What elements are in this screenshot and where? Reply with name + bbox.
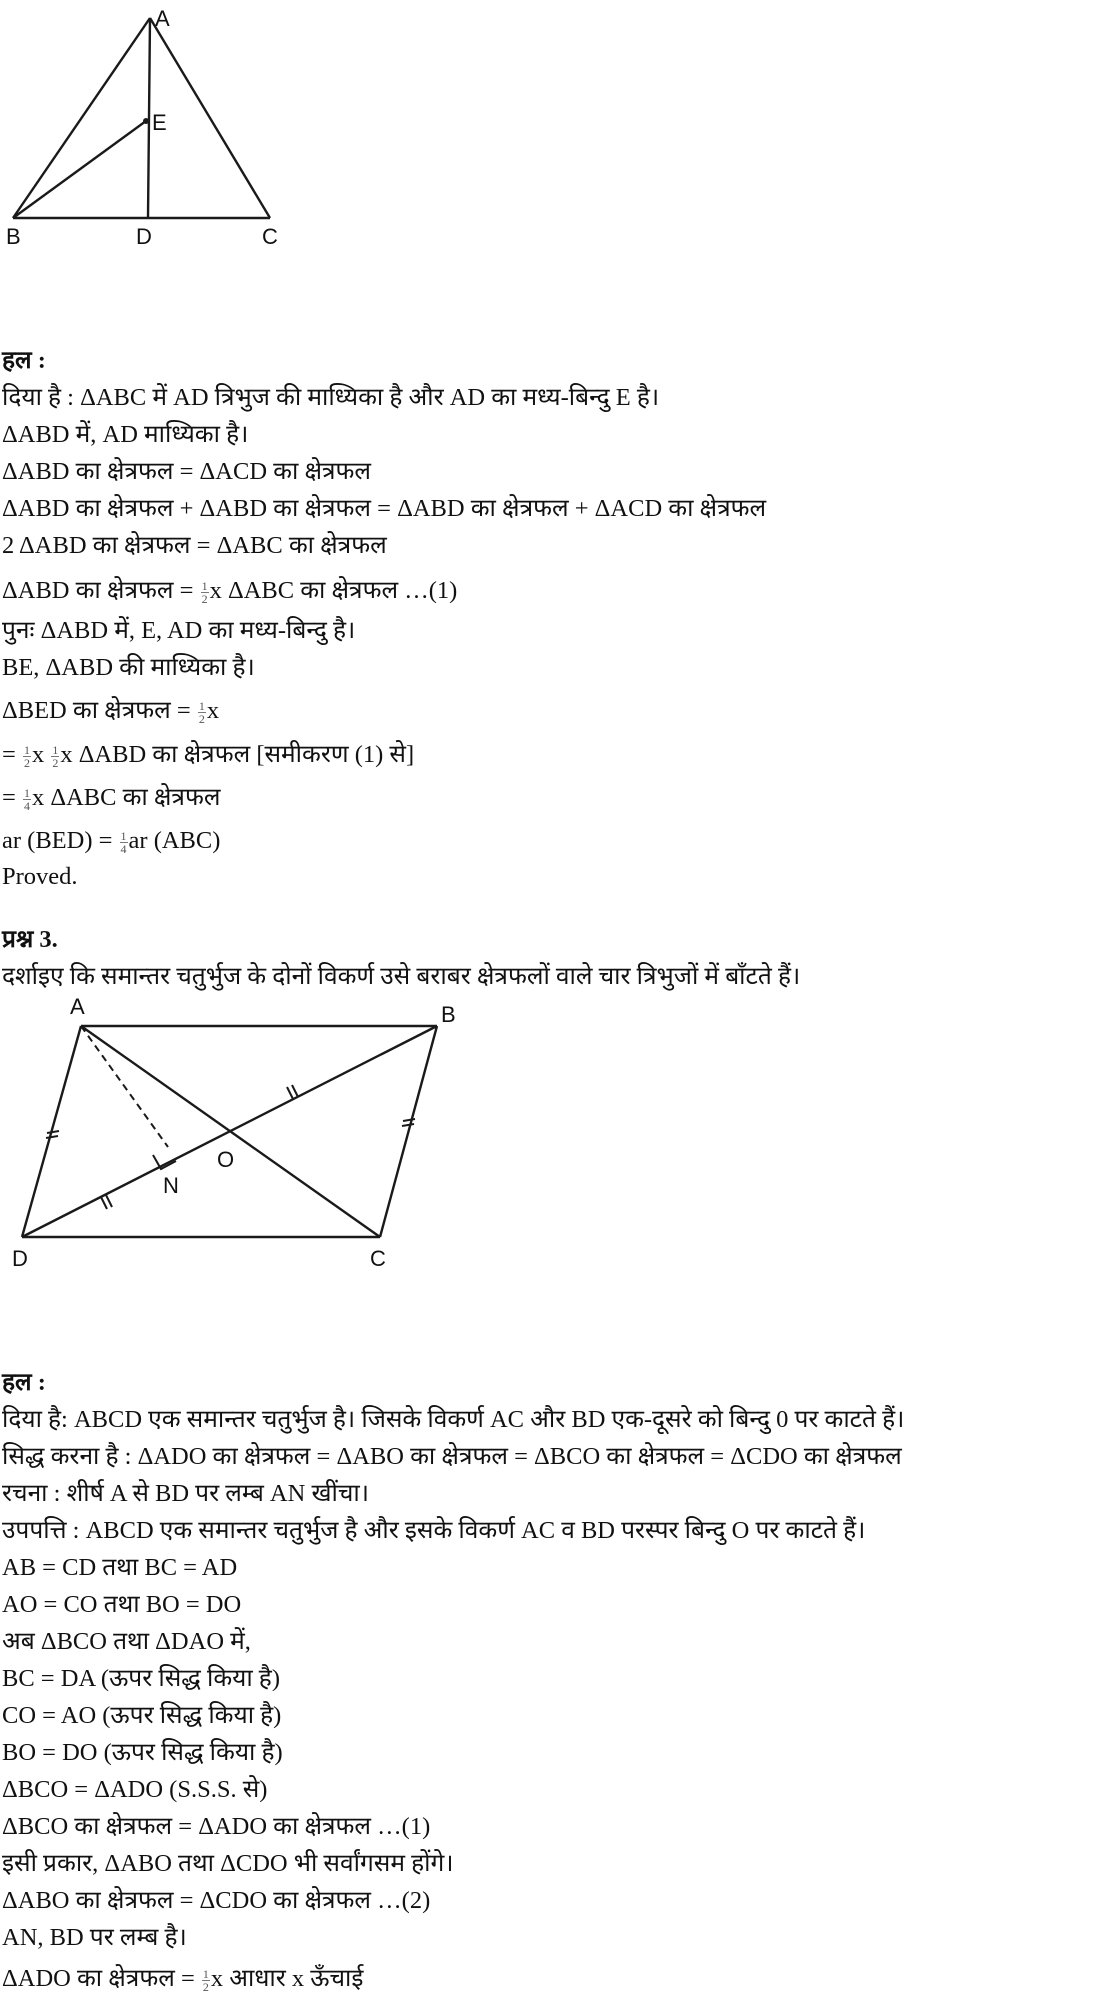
label-e: E [152, 110, 167, 135]
fraction: $\frac{1}{4}$ [120, 828, 127, 856]
question-text: दर्शाइए कि समान्तर चतुर्भुज के दोनों विकर्ण उसे बराबर क्षेत्रफलों वाले चार त्रिभुजों में बाँटते हैं। [2, 963, 801, 990]
solution-heading: हल : [2, 1369, 46, 1396]
text-line: BC = DA (ऊपर सिद्ध किया है) [2, 1665, 280, 1692]
text-line: BE, ΔABD की माध्यिका है। [2, 654, 255, 681]
text-line: दिया है: ABCD एक समान्तर चतुर्भुज है। जिसके विकर्ण AC और BD एक-दूसरे को बिन्दु 0 पर काटते हैं। [2, 1406, 905, 1433]
text-line: इसी प्रकार, ΔABO तथा ΔCDO भी सर्वांगसम होंगे। [2, 1850, 454, 1877]
text-line: ΔABD का क्षेत्रफल + ΔABD का क्षेत्रफल = ΔABD का क्षेत्रफल + ΔACD का क्षेत्रफल [2, 495, 767, 522]
label-d: D [12, 1246, 28, 1271]
figure-parallelogram-abcd [0, 990, 480, 1290]
equation-line: ΔABD का क्षेत्रफल = $\frac{1}{2}$ x ΔABC का क्षेत्रफल …(1) [2, 577, 458, 606]
label-o: O [217, 1147, 235, 1172]
text-line: पुनः ΔABD में, E, AD का मध्य-बिन्दु है। [2, 617, 356, 644]
question-heading: प्रश्न 3. [2, 926, 58, 953]
text-line: AN, BD पर लम्ब है। [2, 1924, 187, 1951]
equation-line: = $\frac{1}{4}$ x ΔABC का क्षेत्रफल [2, 784, 221, 813]
label-a: A [155, 6, 170, 31]
fraction: $\frac{1}{2}$ [52, 742, 59, 770]
label-c: C [370, 1246, 386, 1271]
text-line: ΔABO का क्षेत्रफल = ΔCDO का क्षेत्रफल …(2) [2, 1887, 431, 1914]
text-line: रचना : शीर्ष A से BD पर लम्ब AN खींचा। [2, 1480, 370, 1507]
text-line: ΔBCO का क्षेत्रफल = ΔADO का क्षेत्रफल …(1) [2, 1813, 431, 1840]
equation-line: ΔBED का क्षेत्रफल = $\frac{1}{2}$ x [2, 697, 220, 726]
solution-heading: हल : [2, 347, 46, 374]
label-d: D [136, 224, 152, 249]
text-line: दिया है : ΔABC में AD त्रिभुज की माध्यिका है और AD का मध्य-बिन्दु E है। [2, 384, 660, 411]
fraction: $\frac{1}{2}$ [201, 578, 208, 606]
text-line: ΔBCO = ΔADO (S.S.S. से) [2, 1776, 268, 1803]
text-line: CO = AO (ऊपर सिद्ध किया है) [2, 1702, 282, 1729]
text-line: BO = DO (ऊपर सिद्ध किया है) [2, 1739, 283, 1766]
text-line: AB = CD तथा BC = AD [2, 1554, 238, 1581]
equation-line: ΔADO का क्षेत्रफल = $\frac{1}{2}$ x आधार x ऊँचाई [2, 1965, 364, 1994]
proved-text: Proved. [2, 863, 78, 890]
text-line: ΔABD में, AD माध्यिका है। [2, 421, 249, 448]
text-line: 2 ΔABD का क्षेत्रफल = ΔABC का क्षेत्रफल [2, 532, 387, 559]
label-b: B [441, 1002, 456, 1027]
fraction: $\frac{1}{2}$ [198, 698, 205, 726]
fraction: $\frac{1}{2}$ [23, 742, 30, 770]
label-c: C [262, 224, 278, 249]
label-n: N [163, 1173, 179, 1198]
equation-line: ar (BED) = $\frac{1}{4}$ ar (ABC) [2, 827, 221, 856]
label-a: A [70, 994, 85, 1019]
text-line: सिद्ध करना है : ΔADO का क्षेत्रफल = ΔABO का क्षेत्रफल = ΔBCO का क्षेत्रफल = ΔCDO का क्षेत्रफल [2, 1443, 902, 1470]
fraction: $\frac{1}{4}$ [23, 785, 30, 813]
text-line: AO = CO तथा BO = DO [2, 1591, 242, 1618]
text-line: उपपत्ति : ABCD एक समान्तर चतुर्भुज है और इसके विकर्ण AC व BD परस्पर बिन्दु O पर काटते हैं। [2, 1517, 866, 1544]
figure-triangle-abc [0, 0, 300, 260]
label-b: B [6, 224, 21, 249]
text-line: ΔABD का क्षेत्रफल = ΔACD का क्षेत्रफल [2, 458, 372, 485]
fraction: $\frac{1}{2}$ [202, 1966, 209, 1994]
text-line: अब ΔBCO तथा ΔDAO में, [2, 1628, 251, 1655]
equation-line: = $\frac{1}{2}$ x $\frac{1}{2}$ x ΔABD का क्षेत्रफल [समीकरण (1) से] [2, 741, 415, 770]
